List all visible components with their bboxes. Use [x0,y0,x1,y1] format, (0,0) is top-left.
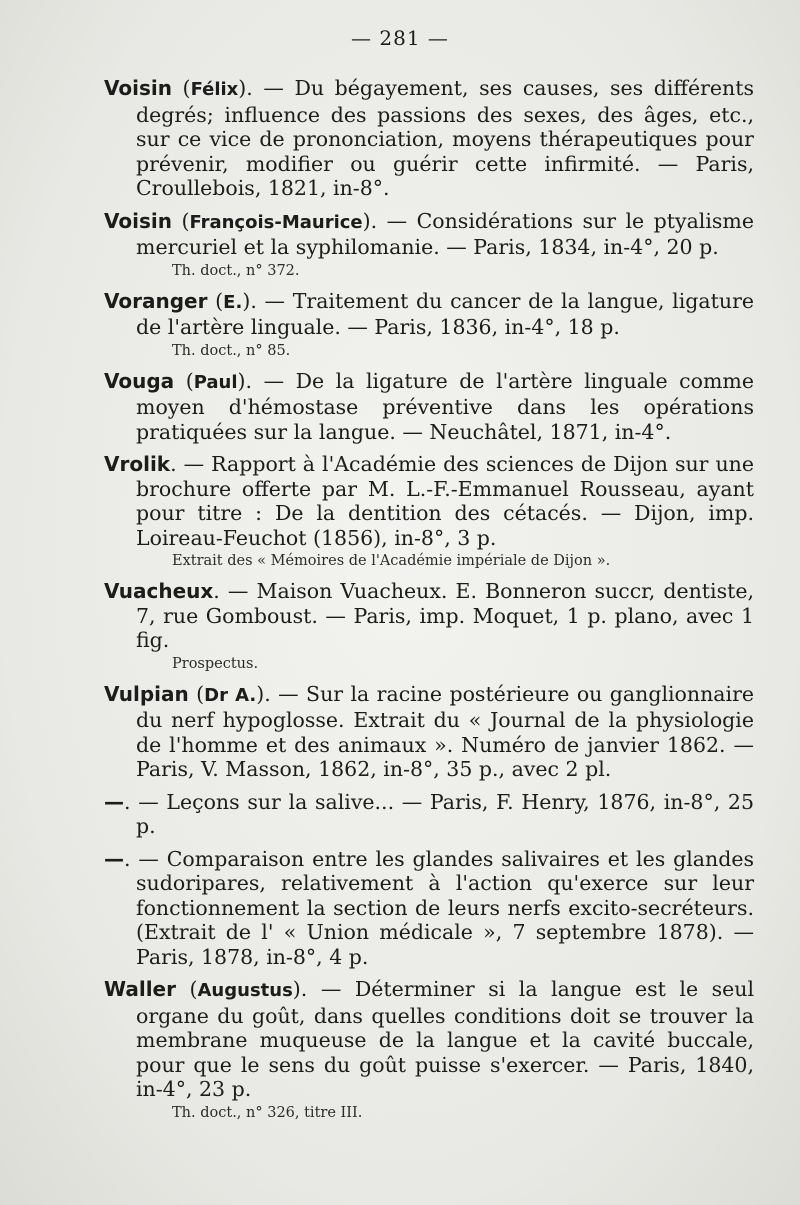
entry-note: Th. doct., n° 372. [172,262,300,279]
author-surname: Waller [104,977,176,1001]
author-surname: — [104,789,124,814]
bibliography-entry [104,209,754,281]
entry-body: . — De la ligature de l'artère linguale comme moyen d'hémostase préventive dans les opérations pratiquées sur la langue. — Neuchâtel, 1871, in-4°. [136,368,754,444]
bibliography-list [104,76,754,1131]
entry-body: . — Déterminer si la langue est le seul organe du goût, dans quelles conditions doit se trouver la membrane muqueuse de la langue et la cavité buccale, pour que le sens du goût puisse s'exercer. — Paris, 1840, in-4°, 23 p. [136,977,754,1101]
entry-text: Voisin (François-Maurice). — Considérations sur le ptyalisme mercuriel et la syphilomanie. — Paris, 1834, in-4°, 20 p. [104,208,754,259]
entry-note: Th. doct., n° 85. [172,342,291,359]
author-surname: Vuacheux [104,579,214,603]
entry-note: Prospectus. [172,655,259,672]
entry-text [104,847,754,970]
entry-text: Waller (Augustus). — Déterminer si la langue est le seul organe du goût, dans quelles conditions doit se trouver la membrane muqueuse de la langue et la cavité buccale, pour que le sens du goût puisse s'exercer. — Paris, 1840, in-4°, 23 p. [104,977,754,1101]
entry-body: . — Rapport à l'Académie des sciences de Dijon sur une brochure offerte par M. L.-F.-Emmanuel Rousseau, ayant pour titre : De la dentition des cétacés. — Dijon, imp. Loireau-Feuchot (1856), in-8°, 3 p. [136,452,754,550]
entry-note: Extrait des « Mémoires de l'Académie impériale de Dijon ». [172,553,611,569]
bibliography-entry [104,289,754,361]
bibliography-entry [104,369,754,445]
entry-body: . — Traitement du cancer de la langue, ligature de l'artère linguale. — Paris, 1836, in-4°, 18 p. [136,288,754,339]
author-surname: Voisin [104,208,172,233]
entry-text [104,579,754,653]
bibliography-entry [104,847,754,970]
bibliography-entry [104,977,754,1123]
entry-body: . — Maison Vuacheux. E. Bonneron succr, dentiste, 7, rue Gomboust. — Paris, imp. Moquet, 1 p. plano, avec 1 fig. [136,579,754,652]
author-given-name: Dr A. [204,684,257,706]
author-given-name: Augustus [197,980,293,1001]
entry-text: Vouga (Paul). — De la ligature de l'artère linguale comme moyen d'hémostase préventive dans les opérations pratiquées sur la langue. — Neuchâtel, 1871, in-4°. [104,368,754,444]
author-given-name: Paul [193,371,238,393]
author-surname: Vrolik [104,452,171,476]
entry-body: . — Considérations sur le ptyalisme mercuriel et la syphilomanie. — Paris, 1834, in-4°, 20 p. [136,208,754,259]
entry-text [104,790,754,839]
author-surname: — [104,846,124,871]
entry-body: . — Comparaison entre les glandes salivaires et les glandes sudoripares, relativement à l'action qu'exerce sur leur fonctionnement la section de leurs nerfs excito-secréteurs. (Extrait de l' « Union médicale », 7 septembre 1878). — Paris, 1878, in-8°, 4 p. [124,846,754,969]
author-given-name: E. [223,291,243,313]
entry-body: . — Sur la racine postérieure ou ganglionnaire du nerf hypoglosse. Extrait du « Journal de la physiologie de l'homme et des animaux ». Numéro de janvier 1862. — Paris, V. Masson, 1862, in-8°, 35 p., avec 2 pl. [136,681,755,781]
bibliography-entry [104,579,754,674]
entry-text: Voisin (Félix). — Du bégayement, ses causes, ses différents degrés; influence des passions des sexes, des âges, etc., sur ce vice de prononciation, moyens thérapeutiques pour prévenir, modifier ou guérir cette infirmité. — Paris, Croullebois, 1821, in-8°. [104,76,754,200]
entry-body: . — Du bégayement, ses causes, ses différents degrés; influence des passions des sexes, des âges, etc., sur ce vice de prononciation, moyens thérapeutiques pour prévenir, modifier ou guérir cette infirmité. — Paris, Croullebois, 1821, in-8°. [136,76,754,200]
author-surname: Vulpian [104,681,189,706]
bibliography-entry [104,76,754,201]
author-surname: Voranger [104,288,208,313]
entry-text [104,452,754,550]
author-surname: Vouga [104,368,175,393]
author-given-name: François-Maurice [189,211,363,233]
entry-text: Voranger (E.). — Traitement du cancer de la langue, ligature de l'artère linguale. — Paris, 1836, in-4°, 18 p. [104,288,754,339]
page-number: — 281 — [351,26,449,50]
entry-note: Th. doct., n° 326, titre III. [172,1104,363,1121]
bibliography-entry [104,682,754,782]
entry-text: Vulpian (Dr A.). — Sur la racine postérieure ou ganglionnaire du nerf hypoglosse. Extrait du « Journal de la physiologie de l'homme et des animaux ». Numéro de janvier 1862. — Paris, V. Masson, 1862, in-8°, 35 p., avec 2 pl. [104,681,755,781]
bibliography-entry [104,452,754,571]
bibliography-entry [104,790,754,839]
entry-body: . — Leçons sur la salive... — Paris, F. Henry, 1876, in-8°, 25 p. [124,789,754,838]
author-surname: Voisin [104,76,172,100]
author-given-name: Félix [190,79,239,100]
